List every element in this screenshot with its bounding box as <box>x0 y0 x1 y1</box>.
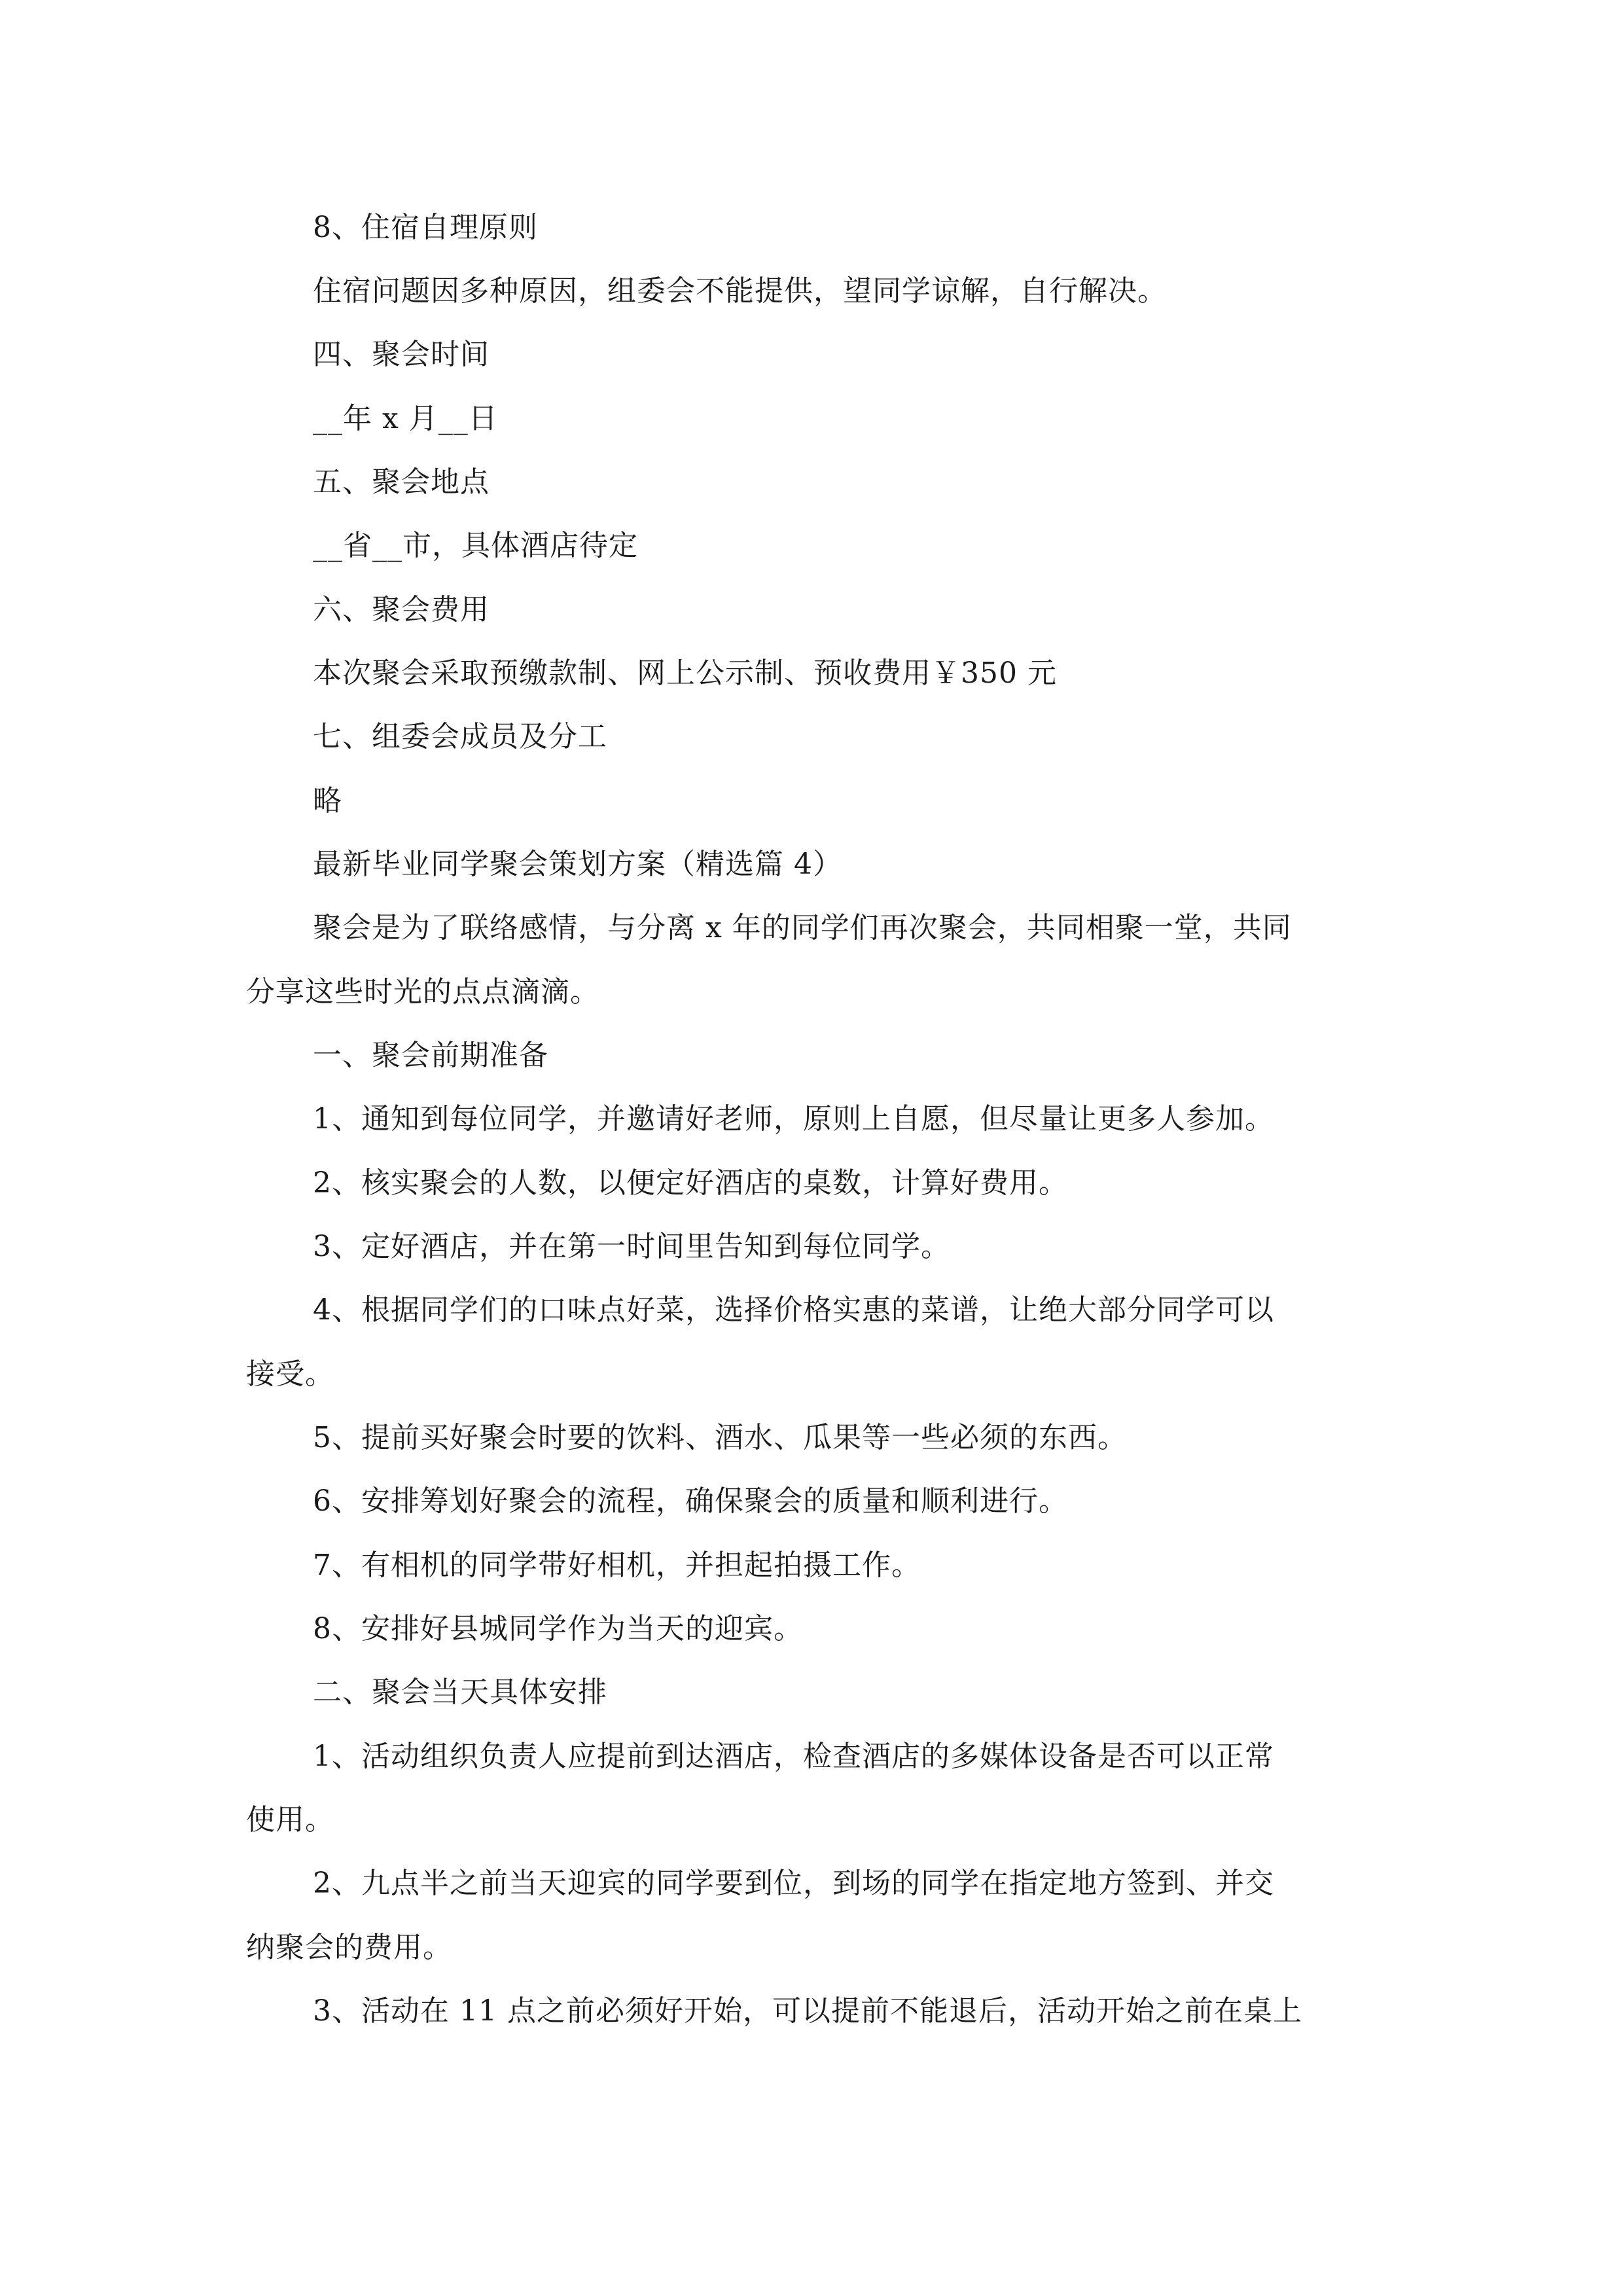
list-item-prep-6: 6、安排筹划好聚会的流程，确保聚会的质量和顺利进行。 <box>313 1484 1068 1518</box>
heading-party-cost: 六、聚会费用 <box>313 593 490 626</box>
paragraph-intro-line-1: 聚会是为了联络感情，与分离 x 年的同学们再次聚会，共同相聚一堂，共同 <box>313 911 1292 944</box>
heading-party-time: 四、聚会时间 <box>313 338 490 371</box>
paragraph-intro-line-2: 分享这些时光的点点滴滴。 <box>246 975 599 1009</box>
paragraph-accommodation: 住宿问题因多种原因，组委会不能提供，望同学谅解，自行解决。 <box>313 274 1167 308</box>
paragraph-party-location: __省__市，具体酒店待定 <box>313 529 638 562</box>
list-item-prep-4-line-1: 4、根据同学们的口味点好菜，选择价格实惠的菜谱，让绝大部分同学可以 <box>313 1293 1274 1327</box>
list-item-day-1-line-2: 使用。 <box>246 1803 334 1837</box>
list-item-day-1-line-1: 1、活动组织负责人应提前到达酒店，检查酒店的多媒体设备是否可以正常 <box>313 1740 1274 1773</box>
heading-day-arrangement: 二、聚会当天具体安排 <box>313 1676 607 1709</box>
list-item-prep-7: 7、有相机的同学带好相机，并担起拍摄工作。 <box>313 1549 921 1582</box>
paragraph-party-cost: 本次聚会采取预缴款制、网上公示制、预收费用￥350 元 <box>313 656 1057 690</box>
list-item-prep-3: 3、定好酒店，并在第一时间里告知到每位同学。 <box>313 1230 950 1263</box>
list-item-prep-2: 2、核实聚会的人数，以便定好酒店的桌数，计算好费用。 <box>313 1166 1068 1200</box>
heading-accommodation-principle: 8、住宿自理原则 <box>313 211 538 244</box>
heading-party-location: 五、聚会地点 <box>313 465 490 499</box>
paragraph-committee-omitted: 略 <box>313 784 342 817</box>
list-item-prep-1: 1、通知到每位同学，并邀请好老师，原则上自愿，但尽量让更多人参加。 <box>313 1102 1274 1136</box>
section-title: 最新毕业同学聚会策划方案（精选篇 4） <box>313 848 842 881</box>
list-item-day-2-line-1: 2、九点半之前当天迎宾的同学要到位，到场的同学在指定地方签到、并交 <box>313 1867 1274 1900</box>
heading-preparation: 一、聚会前期准备 <box>313 1039 548 1072</box>
heading-committee-members: 七、组委会成员及分工 <box>313 720 607 753</box>
paragraph-party-date: __年 x 月__日 <box>313 402 498 435</box>
list-item-day-2-line-2: 纳聚会的费用。 <box>246 1931 452 1964</box>
list-item-prep-4-line-2: 接受。 <box>246 1357 334 1391</box>
list-item-day-3-line-1: 3、活动在 11 点之前必须好开始，可以提前不能退后，活动开始之前在桌上 <box>313 1994 1302 2028</box>
list-item-prep-5: 5、提前买好聚会时要的饮料、酒水、瓜果等一些必须的东西。 <box>313 1421 1127 1454</box>
list-item-prep-8: 8、安排好县城同学作为当天的迎宾。 <box>313 1612 803 1645</box>
